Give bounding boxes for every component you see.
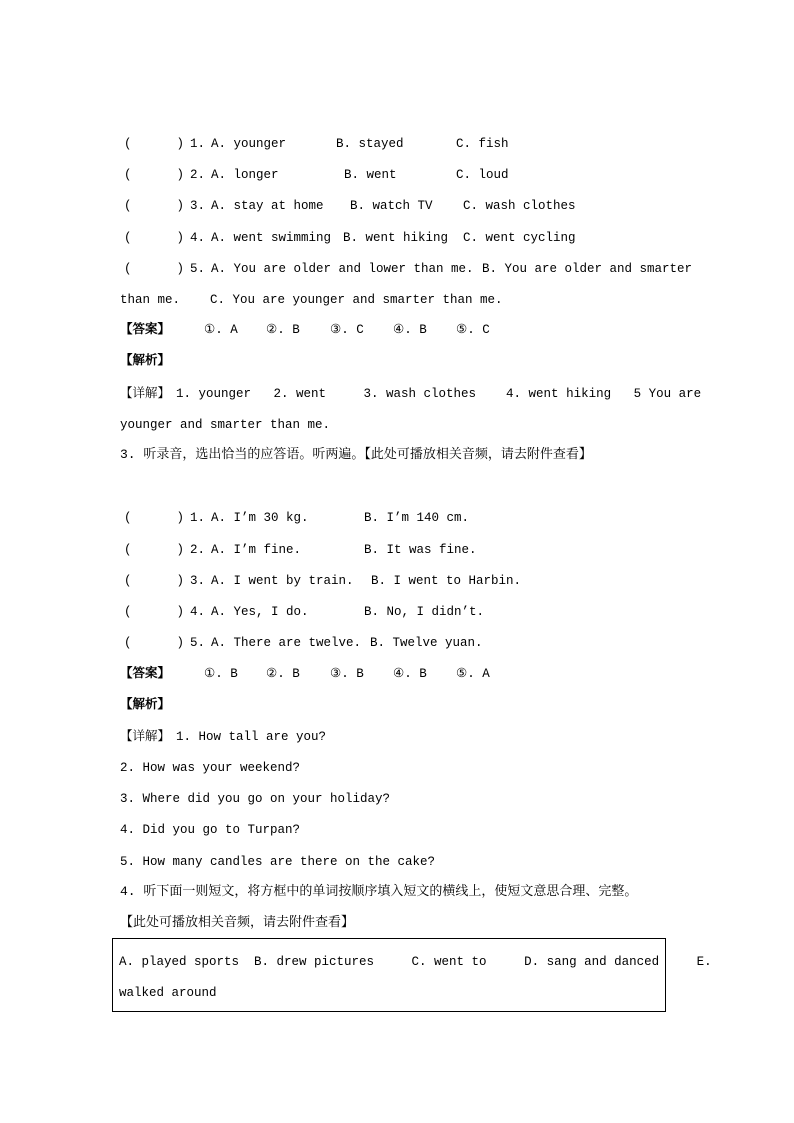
- option-b: B. Twelve yuan.: [370, 636, 483, 650]
- answer-item: ⑤. C: [456, 323, 490, 337]
- option-b: B. went hiking: [343, 231, 449, 245]
- option-a: A. Yes, I do.: [211, 605, 309, 619]
- detail-text: 2. How was your weekend?: [120, 761, 301, 775]
- question-number: 3.: [190, 199, 206, 213]
- question-number: 5.: [190, 636, 206, 650]
- word-bank-line: A. played sports B. drew pictures C. went to D. sang and danced E.: [119, 955, 712, 969]
- option-b: B. I went to Harbin.: [371, 574, 522, 588]
- answer-item: ⑤. A: [456, 667, 490, 681]
- option-a: A. younger: [211, 137, 287, 151]
- answer-label: 【答案】: [120, 667, 171, 681]
- question-number: 4.: [190, 231, 206, 245]
- question-number: 5.: [190, 262, 206, 276]
- option-b: B. No, I didn’t.: [364, 605, 485, 619]
- answer-item: ②. B: [266, 323, 300, 337]
- option-c: C. wash clothes: [463, 199, 576, 213]
- question-number: 4.: [190, 605, 206, 619]
- detail-text: 4. Did you go to Turpan?: [120, 823, 301, 837]
- detail-text: younger and smarter than me.: [120, 418, 331, 432]
- answer-label: 【答案】: [120, 323, 171, 337]
- section-heading: 3. 听录音，选出恰当的应答语。听两遍。【此处可播放相关音频，请去附件查看】: [120, 447, 592, 462]
- answer-blank[interactable]: ( ): [124, 231, 185, 245]
- analysis-label: 【解析】: [120, 698, 171, 712]
- option-b: B. It was fine.: [364, 543, 477, 557]
- answer-item: ③. C: [330, 323, 364, 337]
- option-a: A. I went by train.: [211, 574, 354, 588]
- question-number: 2.: [190, 543, 206, 557]
- word-bank-box: [112, 938, 712, 1012]
- detail-label: 【详解】: [120, 387, 171, 401]
- option-c: C. loud: [456, 168, 509, 182]
- answer-blank[interactable]: ( ): [124, 574, 185, 588]
- answer-blank[interactable]: ( ): [124, 137, 185, 151]
- detail-text: 3. Where did you go on your holiday?: [120, 792, 391, 806]
- option-a: A. There are twelve.: [211, 636, 362, 650]
- answer-item: ④. B: [393, 667, 427, 681]
- option-a: A. went swimming: [211, 231, 332, 245]
- option-a: A. longer: [211, 168, 279, 182]
- answer-item: ③. B: [330, 667, 364, 681]
- answer-blank[interactable]: ( ): [124, 199, 185, 213]
- option-b: B. went: [344, 168, 397, 182]
- question-number: 1.: [190, 137, 206, 151]
- answer-item: ①. B: [204, 667, 238, 681]
- section-heading: 4. 听下面一则短文，将方框中的单词按顺序填入短文的横线上，使短文意思合理、完整。: [120, 884, 638, 899]
- answer-blank[interactable]: ( ): [124, 262, 185, 276]
- option-c: C. went cycling: [463, 231, 576, 245]
- detail-text: 5. How many candles are there on the cake?: [120, 855, 436, 869]
- answer-blank[interactable]: ( ): [124, 605, 185, 619]
- option-a: A. I’m fine.: [211, 543, 302, 557]
- option-a: A. You are older and lower than me.: [211, 262, 474, 276]
- option-b-continued: than me.: [120, 293, 181, 307]
- option-b: B. watch TV: [350, 199, 433, 213]
- answer-item: ④. B: [393, 323, 427, 337]
- answer-blank[interactable]: ( ): [124, 168, 185, 182]
- option-a: A. I’m 30 kg.: [211, 511, 309, 525]
- option-b: B. I’m 140 cm.: [364, 511, 470, 525]
- answer-item: ①. A: [204, 323, 238, 337]
- answer-blank[interactable]: ( ): [124, 543, 185, 557]
- word-bank-line: walked around: [119, 986, 217, 1000]
- answer-blank[interactable]: ( ): [124, 511, 185, 525]
- analysis-label: 【解析】: [120, 354, 171, 368]
- option-b: B. stayed: [336, 137, 404, 151]
- detail-label: 【详解】: [120, 730, 171, 744]
- option-c: C. fish: [456, 137, 509, 151]
- option-b: B. You are older and smarter: [482, 262, 693, 276]
- audio-note: 【此处可播放相关音频，请去附件查看】: [120, 915, 355, 930]
- question-number: 1.: [190, 511, 206, 525]
- question-number: 3.: [190, 574, 206, 588]
- answer-blank[interactable]: ( ): [124, 636, 185, 650]
- option-c: C. You are younger and smarter than me.: [210, 293, 503, 307]
- answer-item: ②. B: [266, 667, 300, 681]
- detail-text: 1. How tall are you?: [176, 730, 327, 744]
- option-a: A. stay at home: [211, 199, 324, 213]
- detail-text: 1. younger 2. went 3. wash clothes 4. went hiking 5 You are: [176, 387, 702, 401]
- question-number: 2.: [190, 168, 206, 182]
